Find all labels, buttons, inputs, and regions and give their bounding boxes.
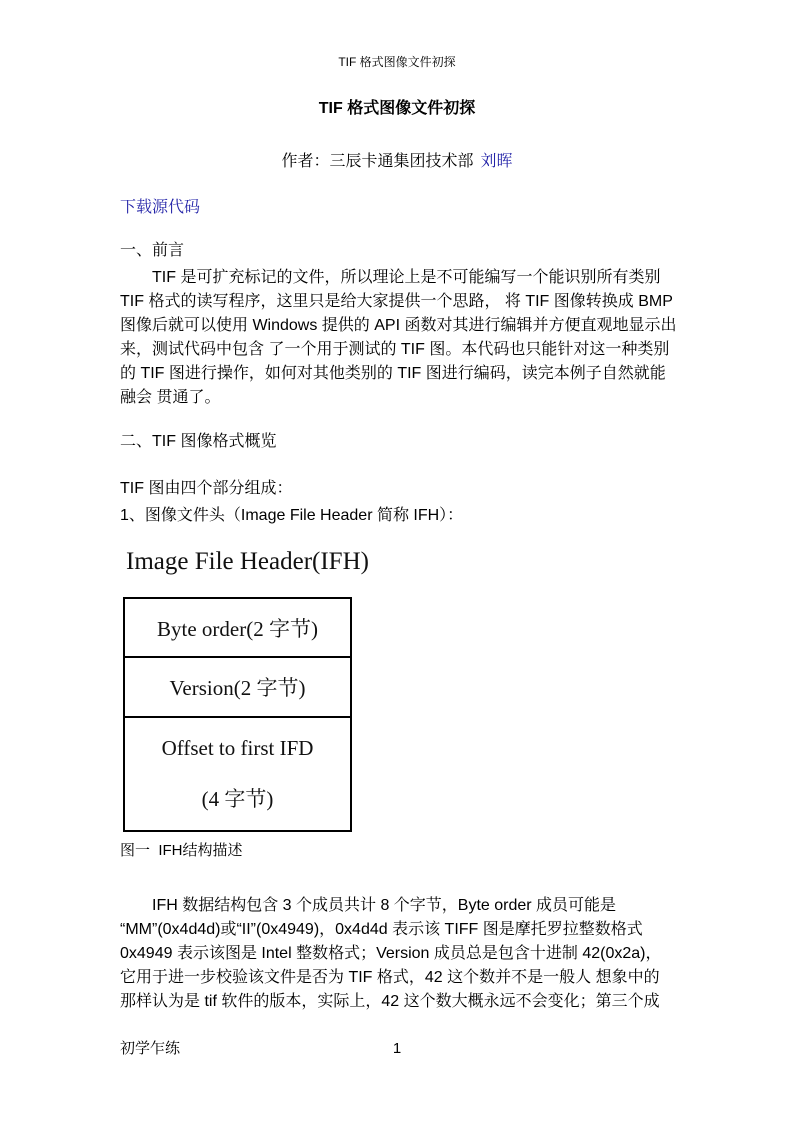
paragraph-line: 它用于进一步校验该文件是否为 TIF 格式，42 这个数并不是一般人 想象中的 <box>120 969 660 986</box>
paragraph-ifh <box>120 894 676 1014</box>
figure-row-offset-line2: (4 字节) <box>201 786 274 811</box>
paragraph-line: TIF 格式的读写程序，这里只是给大家提供一个思路， 将 TIF 图像转换成 BMP <box>120 293 673 310</box>
paragraph-line: 融会 贯通了。 <box>120 389 221 406</box>
paragraph-line: 来，测试代码中包含 了一个用于测试的 TIF 图。本代码也只能针对这一种类别 <box>120 341 670 358</box>
overview-compose-line: TIF 图由四个部分组成： <box>120 480 293 497</box>
paragraph-line: TIF 是可扩充标记的文件，所以理论上是不可能编写一个能识别所有类别 <box>152 269 661 286</box>
paragraph-foreword <box>120 266 676 410</box>
figure-row-byte-order: Byte order(2 字节) <box>125 599 350 658</box>
document-title: TIF 格式图像文件初探 <box>318 100 476 117</box>
byline-prefix: 作者：三辰卡通集团技术部 <box>281 153 474 170</box>
paragraph-line: 0x4949 表示该图是 Intel 整数格式；Version 成员总是包含十进制 42(0x2a)， <box>120 945 662 962</box>
paragraph-line: “MM”(0x4d4d)或“II”(0x4949)，0x4d4d 表示该 TIFF 图是摩托罗拉整数格式 <box>120 921 643 938</box>
author-name-link[interactable]: 刘晖 <box>480 153 513 170</box>
byline <box>0 152 794 172</box>
paragraph-line: 图像后就可以使用 Windows 提供的 API 函数对其进行编辑并方便直观地显示出 <box>120 317 677 334</box>
section-heading-foreword: 一、前言 <box>120 242 185 259</box>
paragraph-line: 的 TIF 图进行操作，如何对其他类别的 TIF 图进行编码，读完本例子自然就能 <box>120 365 666 382</box>
page-number: 1 <box>392 1040 402 1057</box>
footer-author-nickname: 初学乍练 <box>120 1040 181 1057</box>
figure-row-offset <box>125 718 350 830</box>
figure-row-offset-line1: Offset to first IFD <box>161 735 314 760</box>
paragraph-line: IFH 数据结构包含 3 个成员共计 8 个字节，Byte order 成员可能是 <box>152 897 617 914</box>
figure-row-version: Version(2 字节) <box>125 658 350 718</box>
figure-image-title: Image File Header(IFH) <box>126 548 369 575</box>
overview-item-ifh: 1、图像文件头（Image File Header 简称 IFH）： <box>120 507 464 524</box>
paragraph-line: 那样认为是 tif 软件的版本，实际上，42 这个数大概永远不会变化；第三个成 <box>120 993 660 1010</box>
section-heading-overview: 二、TIF 图像格式概览 <box>120 433 277 450</box>
ifh-structure-diagram <box>123 597 352 832</box>
download-source-link[interactable]: 下载源代码 <box>120 199 201 216</box>
running-header: TIF 格式图像文件初探 <box>338 55 456 69</box>
figure-caption: 图一 IFH结构描述 <box>120 842 243 859</box>
